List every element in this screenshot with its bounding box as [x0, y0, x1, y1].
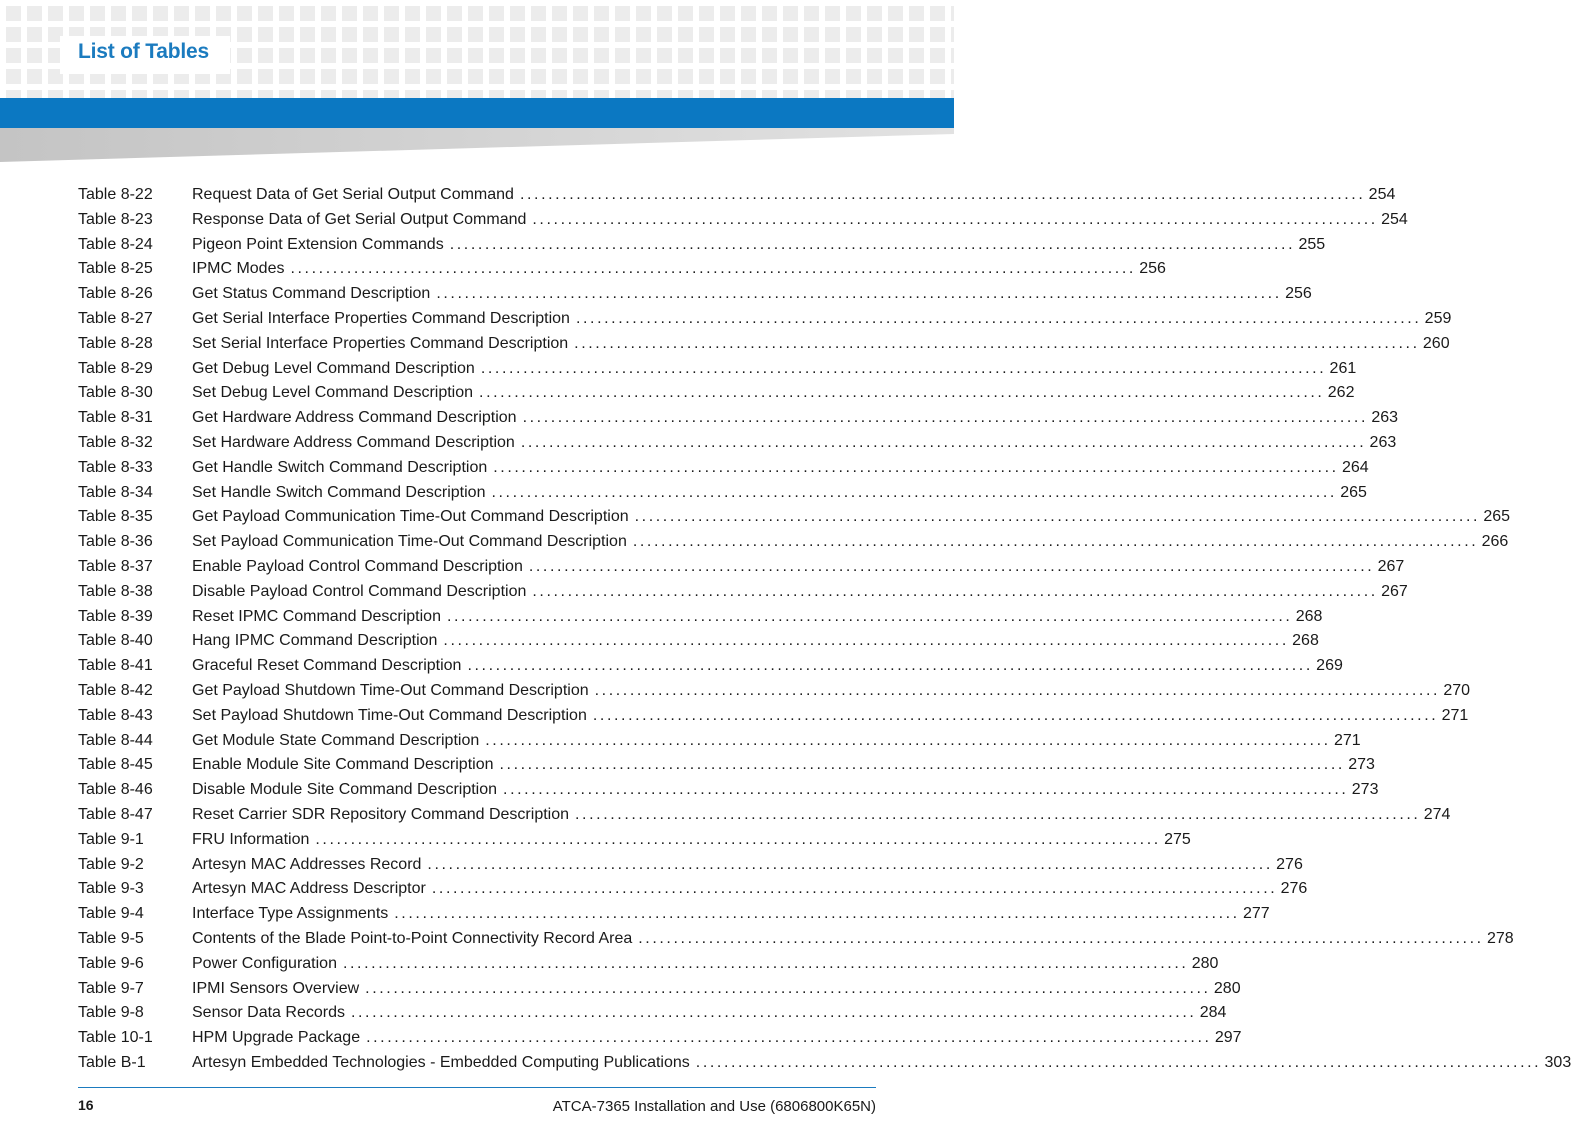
toc-page-number[interactable]: 284 — [1199, 1004, 1227, 1022]
toc-dot-leader: ........................................................................................................................ — [479, 384, 1325, 402]
toc-row[interactable] — [78, 679, 1471, 704]
toc-dot-leader: ........................................................................................................................ — [446, 607, 1293, 625]
toc-table-title[interactable]: Set Handle Switch Command Description — [192, 483, 486, 501]
toc-row[interactable] — [78, 828, 1191, 853]
toc-page-number[interactable]: 271 — [1333, 731, 1361, 749]
toc-dot-leader: ........................................................................................................................ — [365, 979, 1211, 997]
toc-dot-leader: ........................................................................................................................ — [315, 830, 1161, 848]
toc-row[interactable] — [78, 877, 1308, 902]
toc-page-number[interactable]: 297 — [1214, 1029, 1242, 1047]
toc-row[interactable] — [78, 530, 1509, 555]
toc-table-number: Table 8-44 — [78, 731, 153, 749]
toc-page-number[interactable]: 269 — [1316, 657, 1343, 675]
toc-dot-leader: ........................................................................................................................ — [499, 756, 1345, 774]
toc-table-number: Table 8-39 — [78, 607, 153, 625]
toc-page-number[interactable]: 255 — [1298, 235, 1326, 253]
toc-row[interactable] — [78, 481, 1367, 506]
toc-row[interactable] — [78, 629, 1319, 654]
toc-page-number[interactable]: 263 — [1371, 409, 1399, 427]
toc-table-number: Table 8-34 — [78, 483, 153, 501]
toc-page-number[interactable]: 268 — [1292, 632, 1319, 650]
toc-page-number[interactable]: 267 — [1377, 557, 1405, 575]
toc-row[interactable] — [78, 1001, 1227, 1026]
toc-table-title[interactable]: Enable Module Site Command Description — [192, 756, 494, 774]
toc-table-title[interactable]: Hang IPMC Command Description — [192, 632, 438, 650]
toc-table-number: Table 8-25 — [78, 260, 153, 278]
toc-page-number[interactable]: 277 — [1243, 905, 1270, 923]
toc-page-number[interactable]: 259 — [1424, 309, 1452, 327]
toc-table-number: Table 8-38 — [78, 582, 153, 600]
toc-table-title[interactable]: Get Payload Communication Time-Out Command Description — [192, 508, 629, 526]
toc-table-title[interactable]: Set Serial Interface Properties Command Description — [192, 334, 569, 352]
toc-table-title[interactable]: Power Configuration — [192, 954, 337, 972]
toc-page-number[interactable]: 276 — [1280, 880, 1308, 898]
toc-dot-leader: ........................................................................................................................ — [592, 706, 1439, 724]
toc-table-number: Table 8-36 — [78, 533, 153, 551]
toc-table-title[interactable]: Set Hardware Address Command Description — [192, 433, 515, 451]
toc-table-title[interactable]: Get Hardware Address Command Description — [192, 409, 517, 427]
toc-table-number: Table 8-47 — [78, 805, 153, 823]
toc-dot-leader: ........................................................................................................................ — [443, 632, 1289, 650]
toc-table-number: Table 8-45 — [78, 756, 153, 774]
toc-row[interactable] — [78, 257, 1166, 282]
toc-page-number[interactable]: 254 — [1381, 210, 1408, 228]
toc-row[interactable] — [78, 977, 1241, 1002]
toc-table-title[interactable]: Request Data of Get Serial Output Command — [192, 186, 514, 203]
toc-page-number[interactable]: 278 — [1486, 929, 1514, 947]
toc-table-number: Table 8-46 — [78, 781, 153, 799]
toc-row[interactable] — [78, 729, 1361, 754]
toc-table-number: Table 8-30 — [78, 384, 153, 402]
toc-table-title[interactable]: FRU Information — [192, 830, 310, 848]
toc-row[interactable] — [78, 381, 1355, 406]
toc-table-title[interactable]: Get Payload Shutdown Time-Out Command Description — [192, 681, 589, 699]
toc-table-title[interactable]: Get Status Command Description — [192, 285, 431, 303]
toc-table-number: Table 8-43 — [78, 706, 153, 724]
toc-table-number: Table 9-3 — [78, 880, 144, 898]
toc-row[interactable] — [78, 208, 1408, 233]
toc-page-number[interactable]: 254 — [1368, 186, 1396, 203]
toc-table-title[interactable]: Contents of the Blade Point-to-Point Connectivity Record Area — [192, 929, 633, 947]
toc-dot-leader: ........................................................................................................................ — [594, 681, 1441, 699]
toc-table-number: Table 8-24 — [78, 235, 153, 253]
toc-dot-leader: ........................................................................................................................ — [350, 1004, 1197, 1022]
toc-dot-leader: ........................................................................................................................ — [575, 309, 1422, 327]
toc-table-title[interactable]: Get Serial Interface Properties Command Description — [192, 309, 570, 327]
toc-page-number[interactable]: 275 — [1164, 830, 1191, 848]
toc-table-number: Table 8-33 — [78, 458, 153, 476]
toc-dot-leader: ........................................................................................................................ — [427, 855, 1273, 873]
toc-table-number: Table B-1 — [78, 1053, 146, 1071]
toc-table-number: Table 8-28 — [78, 334, 153, 352]
toc-page-number[interactable]: 267 — [1381, 582, 1408, 600]
toc-table-title[interactable]: IPMC Modes — [192, 260, 285, 278]
toc-dot-leader: ........................................................................................................................ — [485, 731, 1331, 749]
toc-table-title[interactable]: Get Handle Switch Command Description — [192, 458, 488, 476]
toc-table-title[interactable]: Artesyn Embedded Technologies - Embedded Computing Publications — [192, 1053, 690, 1071]
toc-table-title[interactable]: Sensor Data Records — [192, 1004, 345, 1022]
toc-page-number[interactable]: 265 — [1483, 508, 1511, 526]
toc-row[interactable] — [78, 580, 1408, 605]
toc-page-number[interactable]: 280 — [1213, 979, 1241, 997]
toc-table-number: Table 8-26 — [78, 285, 153, 303]
toc-dot-leader: ........................................................................................................................ — [449, 235, 1296, 253]
toc-table-title[interactable]: Graceful Reset Command Description — [192, 657, 462, 675]
toc-row[interactable] — [78, 778, 1379, 803]
toc-table-number: Table 10-1 — [78, 1029, 153, 1047]
toc-dot-leader: ........................................................................................................................ — [467, 657, 1313, 675]
toc-table-number: Table 8-27 — [78, 309, 153, 327]
toc-row[interactable] — [78, 704, 1469, 729]
toc-dot-leader: ........................................................................................................................ — [519, 186, 1366, 203]
toc-table-number: Table 8-42 — [78, 681, 153, 699]
footer-page-number: 16 — [78, 1097, 94, 1113]
page-title: List of Tables — [78, 40, 209, 63]
toc-table-number: Table 9-8 — [78, 1004, 144, 1022]
toc-dot-leader: ........................................................................................................................ — [480, 359, 1327, 377]
toc-table-number: Table 8-22 — [78, 186, 153, 203]
toc-page-number[interactable]: 256 — [1139, 260, 1166, 278]
toc-page-number[interactable]: 303 — [1544, 1053, 1571, 1071]
toc-page-number[interactable]: 266 — [1481, 533, 1509, 551]
header-blue-band — [0, 98, 954, 128]
header-gray-wedge — [0, 128, 954, 162]
toc-row[interactable] — [78, 406, 1399, 431]
toc-table-title[interactable]: Interface Type Assignments — [192, 905, 389, 923]
toc-page-number[interactable]: 268 — [1295, 607, 1323, 625]
toc-table-number: Table 8-40 — [78, 632, 153, 650]
toc-row[interactable] — [78, 307, 1452, 332]
toc-page-number[interactable]: 276 — [1276, 855, 1303, 873]
toc-page-number[interactable]: 261 — [1329, 359, 1357, 377]
toc-dot-leader: ........................................................................................................................ — [493, 458, 1339, 476]
toc-row[interactable] — [78, 431, 1397, 456]
footer-document-title: ATCA-7365 Installation and Use (6806800K65N) — [552, 1098, 876, 1115]
toc-table-title[interactable]: Enable Payload Control Command Description — [192, 557, 523, 575]
toc-page-number[interactable]: 260 — [1422, 334, 1450, 352]
toc-dot-leader: ........................................................................................................................ — [632, 533, 1479, 551]
toc-dot-leader: ........................................................................................................................ — [532, 210, 1378, 228]
toc-table-title[interactable]: Set Payload Shutdown Time-Out Command Description — [192, 706, 587, 724]
toc-table-number: Table 8-29 — [78, 359, 153, 377]
toc-dot-leader: ........................................................................................................................ — [491, 483, 1337, 501]
toc-table-title[interactable]: Pigeon Point Extension Commands — [192, 235, 444, 253]
toc-table-title[interactable]: IPMI Sensors Overview — [192, 979, 360, 997]
toc-table-title[interactable]: Get Module State Command Description — [192, 731, 480, 749]
toc-row[interactable] — [78, 853, 1303, 878]
table-of-tables — [78, 183, 1571, 1076]
toc-row[interactable] — [78, 183, 1396, 208]
toc-page-number[interactable]: 265 — [1340, 483, 1367, 501]
toc-table-number: Table 8-32 — [78, 433, 153, 451]
toc-row[interactable] — [78, 555, 1405, 580]
toc-row[interactable] — [78, 282, 1312, 307]
toc-page-number[interactable]: 263 — [1369, 433, 1397, 451]
toc-row[interactable] — [78, 753, 1375, 778]
toc-row[interactable] — [78, 605, 1323, 630]
toc-row[interactable] — [78, 332, 1450, 357]
toc-table-title[interactable]: Disable Module Site Command Description — [192, 781, 498, 799]
toc-table-number: Table 9-4 — [78, 905, 144, 923]
toc-row[interactable] — [78, 1026, 1242, 1051]
toc-table-title[interactable]: Reset Carrier SDR Repository Command Description — [192, 805, 570, 823]
toc-table-title[interactable]: Artesyn MAC Addresses Record — [192, 855, 422, 873]
toc-row[interactable] — [78, 505, 1511, 530]
toc-row[interactable] — [78, 952, 1219, 977]
toc-table-title[interactable]: Artesyn MAC Address Descriptor — [192, 880, 426, 898]
toc-table-number: Table 9-7 — [78, 979, 144, 997]
toc-page-number[interactable]: 264 — [1341, 458, 1369, 476]
toc-table-number: Table 9-2 — [78, 855, 144, 873]
toc-row[interactable] — [78, 654, 1343, 679]
toc-table-number: Table 8-35 — [78, 508, 153, 526]
toc-row[interactable] — [78, 1051, 1571, 1076]
toc-table-number: Table 8-41 — [78, 657, 153, 675]
toc-row[interactable] — [78, 357, 1357, 382]
toc-table-title[interactable]: Disable Payload Control Command Description — [192, 582, 527, 600]
toc-dot-leader: ........................................................................................................................ — [431, 880, 1278, 898]
toc-dot-leader: ........................................................................................................................ — [290, 260, 1136, 278]
toc-dot-leader: ........................................................................................................................ — [574, 334, 1420, 352]
toc-row[interactable] — [78, 803, 1451, 828]
toc-page-number[interactable]: 273 — [1348, 756, 1375, 774]
toc-dot-leader: ........................................................................................................................ — [436, 285, 1282, 303]
toc-dot-leader: ........................................................................................................................ — [520, 433, 1367, 451]
toc-page-number[interactable]: 270 — [1443, 681, 1471, 699]
toc-page-number[interactable]: 273 — [1351, 781, 1379, 799]
toc-table-number: Table 9-6 — [78, 954, 144, 972]
toc-table-number: Table 8-23 — [78, 210, 153, 228]
toc-page-number[interactable]: 274 — [1423, 805, 1451, 823]
toc-dot-leader: ........................................................................................................................ — [695, 1053, 1542, 1071]
toc-dot-leader: ........................................................................................................................ — [575, 805, 1421, 823]
toc-table-title[interactable]: Set Debug Level Command Description — [192, 384, 474, 402]
toc-table-title[interactable]: Reset IPMC Command Description — [192, 607, 441, 625]
toc-row[interactable] — [78, 902, 1270, 927]
toc-table-title[interactable]: Get Debug Level Command Description — [192, 359, 475, 377]
toc-table-number: Table 8-37 — [78, 557, 153, 575]
toc-page-number[interactable]: 271 — [1441, 706, 1469, 724]
toc-table-number: Table 9-5 — [78, 929, 144, 947]
toc-dot-leader: ........................................................................................................................ — [394, 905, 1240, 923]
footer-rule — [78, 1087, 876, 1088]
toc-dot-leader: ........................................................................................................................ — [634, 508, 1481, 526]
toc-table-title[interactable]: HPM Upgrade Package — [192, 1029, 361, 1047]
toc-table-title[interactable]: Set Payload Communication Time-Out Command Description — [192, 533, 627, 551]
toc-dot-leader: ........................................................................................................................ — [532, 582, 1378, 600]
toc-row[interactable] — [78, 927, 1514, 952]
toc-page-number[interactable]: 280 — [1191, 954, 1219, 972]
toc-dot-leader: ........................................................................................................................ — [528, 557, 1375, 575]
toc-table-title[interactable]: Response Data of Get Serial Output Command — [192, 210, 527, 228]
toc-row[interactable] — [78, 456, 1369, 481]
toc-table-number: Table 9-1 — [78, 830, 144, 848]
toc-dot-leader: ........................................................................................................................ — [503, 781, 1349, 799]
toc-dot-leader: ........................................................................................................................ — [342, 954, 1189, 972]
toc-table-number: Table 8-31 — [78, 409, 153, 427]
toc-page-number[interactable]: 256 — [1285, 285, 1312, 303]
toc-dot-leader: ........................................................................................................................ — [638, 929, 1484, 947]
toc-dot-leader: ........................................................................................................................ — [366, 1029, 1212, 1047]
toc-row[interactable] — [78, 233, 1326, 258]
toc-page-number[interactable]: 262 — [1327, 384, 1355, 402]
toc-dot-leader: ........................................................................................................................ — [522, 409, 1369, 427]
